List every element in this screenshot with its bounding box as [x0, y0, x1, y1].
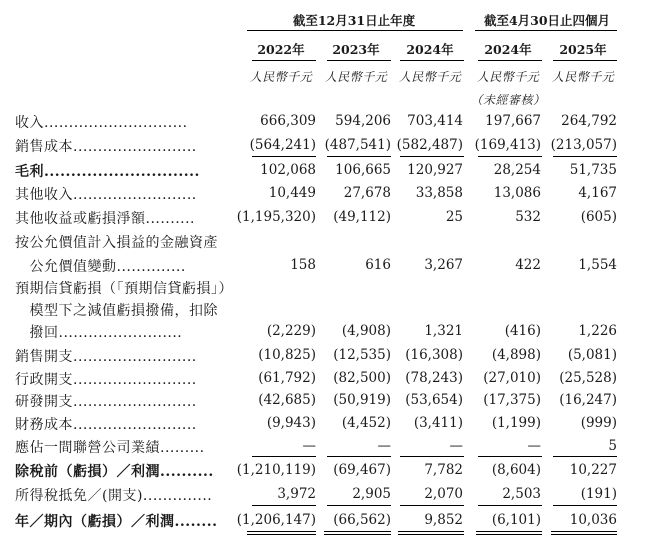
currency-label: 人民幣千元 [398, 70, 462, 84]
subtotal-rule [400, 505, 464, 506]
table-cell: 1,554 [578, 257, 617, 273]
table-cell: — [377, 438, 391, 454]
table-cell: 4,167 [578, 185, 617, 201]
subtotal-rule [553, 156, 617, 157]
subtotal-rule [252, 456, 316, 457]
row-label-fvtpl-line2: 公允價值變動.............. [15, 259, 186, 275]
row-label-income-tax: 所得稅抵免／(開支).............. [15, 488, 213, 504]
table-cell: (50,919) [333, 392, 391, 408]
table-cell: (999) [580, 415, 617, 431]
table-cell: 2,905 [352, 486, 391, 502]
table-cell: 1,321 [424, 323, 463, 339]
row-label-rd-expenses: 研發開支......................... [15, 394, 197, 410]
period-header-2025: 2025年 [559, 42, 607, 57]
row-label-other-gains-losses: 其他收益或虧損淨額.......... [15, 211, 196, 227]
table-cell: (69,467) [333, 462, 391, 478]
table-cell: (78,243) [405, 370, 463, 386]
table-cell: (5,081) [567, 347, 617, 363]
year-underline [478, 60, 542, 61]
table-cell: (82,500) [333, 370, 391, 386]
table-cell: 264,792 [561, 113, 617, 129]
table-cell: 3,972 [277, 486, 316, 502]
table-cell: (3,411) [413, 415, 463, 431]
table-cell: 13,086 [493, 185, 541, 201]
table-cell: (605) [580, 209, 617, 225]
table-cell: (6,101) [491, 512, 541, 528]
table-cell: (53,654) [405, 392, 463, 408]
table-cell: (4,908) [341, 323, 391, 339]
table-cell: — [302, 438, 316, 454]
table-cell: (9,943) [266, 415, 316, 431]
table-cell: (416) [504, 323, 541, 339]
year-header-2022: 2022年 [257, 42, 305, 57]
row-label-ecl-line2: 模型下之減值虧損撥備，扣除 [15, 303, 218, 319]
row-label-finance-costs: 財務成本......................... [15, 417, 197, 433]
subtotal-rule [252, 505, 316, 506]
table-cell: 594,206 [335, 113, 391, 129]
table-cell: 10,227 [569, 462, 617, 478]
subtotal-rule [553, 456, 617, 457]
table-cell: 703,414 [407, 113, 463, 129]
total-double-rule [398, 534, 464, 535]
table-cell: 666,309 [260, 113, 316, 129]
table-cell: — [527, 438, 541, 454]
fy-group-header: 截至12月31日止年度 [292, 13, 416, 28]
row-label-selling-expenses: 銷售開支......................... [15, 349, 197, 365]
year-underline [553, 60, 617, 61]
table-cell: 7,782 [424, 462, 463, 478]
table-cell: 2,070 [424, 486, 463, 502]
table-cell: 197,667 [485, 113, 541, 129]
table-cell: 616 [365, 257, 391, 273]
table-cell: 27,678 [343, 185, 391, 201]
table-cell: (1,199) [491, 415, 541, 431]
table-cell: (16,247) [559, 392, 617, 408]
fy-group-rule [247, 30, 463, 31]
table-cell: (564,241) [249, 137, 316, 153]
table-cell: (1,210,119) [236, 462, 316, 478]
total-double-rule [551, 534, 617, 535]
table-cell: 28,254 [493, 162, 541, 178]
table-cell: 120,927 [407, 162, 463, 178]
four-month-group-rule [475, 30, 617, 31]
table-cell: 10,036 [569, 512, 617, 528]
subtotal-rule [327, 456, 391, 457]
year-header-2024: 2024年 [406, 42, 454, 57]
row-label-loss-before-tax: 除稅前（虧損）／利潤.......... [15, 464, 214, 480]
subtotal-rule [327, 156, 391, 157]
subtotal-rule [478, 505, 542, 506]
row-label-admin-expenses: 行政開支......................... [15, 372, 197, 388]
table-cell: 9,852 [424, 512, 463, 528]
subtotal-rule [252, 156, 316, 157]
table-cell: (213,057) [550, 137, 617, 153]
table-cell: 106,665 [335, 162, 391, 178]
total-double-rule [324, 531, 391, 532]
table-cell: (1,206,147) [236, 512, 316, 528]
table-cell: 25 [445, 209, 463, 225]
table-cell: (191) [580, 486, 617, 502]
currency-label: 人民幣千元 [476, 70, 540, 84]
year-header-2023: 2023年 [332, 42, 380, 57]
row-label-revenue: 收入............................. [15, 115, 188, 131]
table-cell: 1,226 [578, 323, 617, 339]
table-cell: (1,195,320) [236, 209, 316, 225]
table-cell: 3,267 [424, 257, 463, 273]
table-cell: — [449, 438, 463, 454]
unaudited-note: （未經審核） [470, 93, 546, 107]
table-cell: (4,898) [491, 347, 541, 363]
table-cell: (61,792) [258, 370, 316, 386]
row-label-fvtpl-line1: 按公允價值計入損益的金融資產 [15, 235, 218, 251]
table-cell: (16,308) [405, 347, 463, 363]
table-cell: (487,541) [324, 137, 391, 153]
total-double-rule [247, 531, 316, 532]
total-double-rule [476, 534, 542, 535]
row-label-other-income: 其他收入......................... [15, 187, 197, 203]
table-cell: 51,735 [569, 162, 617, 178]
table-cell: (2,229) [266, 323, 316, 339]
table-cell: 158 [290, 257, 316, 273]
table-cell: 422 [515, 257, 541, 273]
table-cell: 10,449 [268, 185, 316, 201]
table-cell: 5 [608, 438, 617, 454]
table-cell: (27,010) [483, 370, 541, 386]
table-cell: 102,068 [260, 162, 316, 178]
total-double-rule [551, 531, 617, 532]
total-double-rule [476, 531, 542, 532]
year-underline [252, 60, 316, 61]
subtotal-rule [478, 456, 542, 457]
row-label-gross-profit: 毛利............................. [15, 164, 200, 180]
table-cell: (4,452) [341, 415, 391, 431]
table-cell: (169,413) [474, 137, 541, 153]
currency-label: 人民幣千元 [324, 70, 388, 84]
table-cell: (582,487) [396, 137, 463, 153]
subtotal-rule [400, 156, 464, 157]
row-label-loss-for-period: 年／期內（虧損）／利潤........ [15, 514, 218, 530]
table-cell: (10,825) [258, 347, 316, 363]
four-month-group-header: 截至4月30日止四個月 [483, 13, 611, 28]
table-cell: (8,604) [491, 462, 541, 478]
table-cell: (66,562) [333, 512, 391, 528]
year-underline [400, 60, 464, 61]
total-double-rule [398, 531, 464, 532]
total-double-rule [247, 534, 316, 535]
table-cell: (17,375) [483, 392, 541, 408]
row-label-share-of-associate: 應佔一間聯營公司業績......... [15, 440, 205, 456]
currency-label: 人民幣千元 [249, 70, 313, 84]
table-cell: 33,858 [415, 185, 463, 201]
table-cell: (49,112) [333, 209, 391, 225]
subtotal-rule [400, 456, 464, 457]
row-label-ecl-line3: 撥回......................... [15, 325, 183, 341]
subtotal-rule [478, 156, 542, 157]
subtotal-rule [553, 505, 617, 506]
table-cell: (12,535) [333, 347, 391, 363]
currency-label: 人民幣千元 [551, 70, 615, 84]
total-double-rule [324, 534, 391, 535]
table-cell: (25,528) [559, 370, 617, 386]
year-underline [327, 60, 391, 61]
table-cell: 532 [515, 209, 541, 225]
row-label-cost-of-sales: 銷售成本......................... [15, 139, 197, 155]
table-cell: (42,685) [258, 392, 316, 408]
row-label-ecl-line1: 預期信貸虧損（「預期信貸虧損」） [15, 281, 233, 297]
period-header-2024: 2024年 [484, 42, 532, 57]
table-cell: 2,503 [502, 486, 541, 502]
subtotal-rule [327, 505, 391, 506]
